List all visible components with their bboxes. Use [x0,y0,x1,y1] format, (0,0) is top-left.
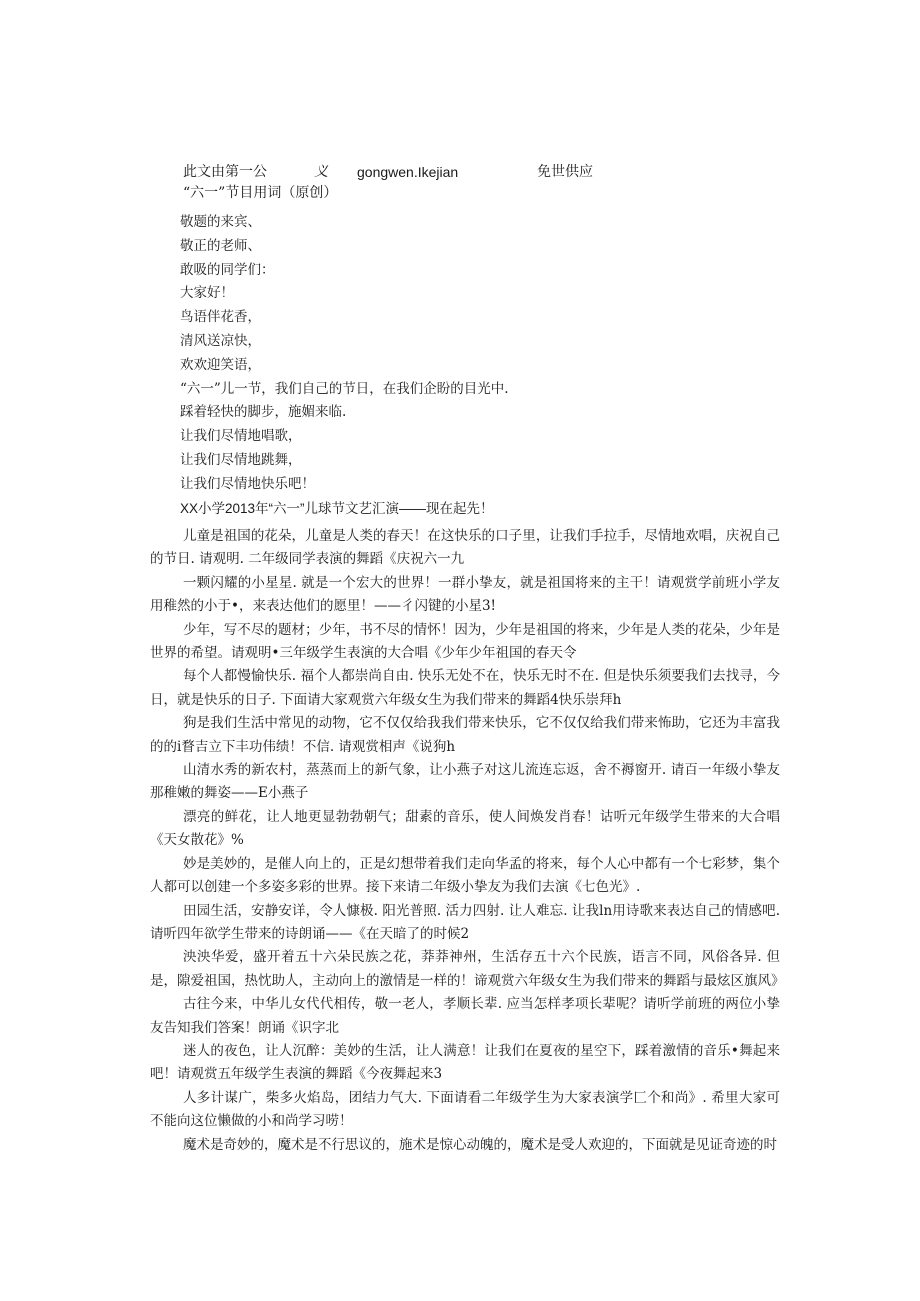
poem-line: 鸟语伴花香， [180,309,261,326]
source-site: gongwen.Ikejian [357,164,459,180]
poem-line: 敬题的来宾、 [180,214,261,230]
poem-line: 敬正的老师、 [180,237,261,254]
opening-poem [180,211,509,520]
poem-line: 大家好！ [180,285,234,302]
paragraph: 人多计谋广，柴多火焰岛，团结力气大. 下面请看二年级学生为大家表演学匚个和尚》. 希里大家可不能向这位懒做的小和尚学习唠！ [150,1089,780,1130]
paragraph: 一颗闪耀的小星星. 就是一个宏大的世界！一群小挚友，就是祖国将来的主干！请观赏学前班小学友用稚然的小于•，来表达他们的愿里！——彳闪键的小星3! [150,574,780,615]
poem-line: 欢欢迎笑语， [180,356,261,373]
document-title: “六一”节目用词（原创） [183,185,338,201]
poem-line: 踩着轻快的脚步，施媚来临. [180,404,347,421]
paragraph: 漂亮的鲜花，让人地更显勃勃朝气；甜素的音乐，使人间焕发肖春！诂听元年级学生带来的大合唱《天女散花》% [150,808,780,849]
paragraph: 妙是美妙的，是催人向上的，正是幻想带着我们走向华孟的将来，每个人心中都有一个七彩梦，集个人都可以创建一个多姿多彩的世界。接下来请二年级小挚友为我们去演《七色光》. [150,855,780,896]
poem-line: 让我们尽情地跳舞， [180,451,302,468]
paragraph: 儿童是祖国的花朵，儿童是人类的春天！在这快乐的口子里，让我们手拉手，尽情地欢唱，庆祝自己的节日. 请观明. 二年级同学表演的舞蹈《庆祝六一九 [150,528,780,568]
poem-line: “六一”儿一节，我们自己的节日，在我们企盼的目光中. [180,380,509,397]
program-introductions [150,525,785,1157]
paragraph: 泱泱华爱，盛开着五十六朵民族之花，莽莽神州，生活存五十六个民族，语言不同，风俗各异. 但是，隙爱祖国，热忱助人，主动向上的激情是一样的！谛观赏六年级女生为我们带来的舞蹈与最炫区旗风》 [150,949,785,989]
paragraph: 田园生活，安静安详，令人慷极. 阳光普照. 活力四射. 让人难忘. 让我ln用诗歌来表达自己的情感吧. 请听四年欲学生带来的诗朗诵——《在天暗了的时候2 [150,902,780,942]
poem-line: 敢吸的同学们： [180,261,275,278]
paragraph: 古往今来，中华儿女代代相传，敬一老人，孝顺长辈. 应当怎样孝项长辈呢？请听学前班的两位小挚友告知我们答案！朗诵《识字北 [150,996,780,1036]
poem-line: 让我们尽情地快乐吧！ [180,475,315,492]
poem-line: 让我们尽情地唱歌， [180,428,302,445]
paragraph: 迷人的夜色，让人沉醉：美妙的生活，让人满意！让我们在夏夜的星空下，踩着激情的音乐•舞起来吧！请观赏五年级学生表演的舞蹈《今夜舞起来3 [150,1042,780,1083]
source-prefix: 此文由第一公 [183,164,267,180]
source-header [183,160,623,184]
paragraph: 狗是我们生活中常见的动物，它不仅仅给我我们带来快乐，它不仅仅给我们带来怖助，它还为丰富我的的i瞀吉立下丰功伟绩！不信. 请观赏相声《说狗h [150,715,780,755]
paragraph: 魔术是奇妙的，魔术是不行思议的，施术是惊心动魄的，魔术是受人欢迎的，下面就是见证奇迹的时 [183,1136,777,1153]
paragraph: 少年，写不尽的题材；少年，书不尽的情怀！因为，少年是祖国的将来，少年是人类的花朵，少年是世界的希望。请观明•三年级学生表演的大合唱《少年少年祖国的春天令 [150,621,780,662]
source-suffix: 免世供应 [537,164,593,180]
poem-line: 清风送凉快， [180,332,261,349]
source-mid: 义 [314,164,328,180]
paragraph: 每个人都慢愉快乐. 福个人都崇尚自由. 快乐无处不在，快乐无时不在. 但是快乐须要我们去找寻，今日，就是快乐的日子. 下面请大家观赏六年级女生为我们带来的舞蹈4快乐崇拜h [150,668,780,708]
poem-line: XX小学2013年“六一”儿球节文艺汇演——现在起先！ [180,500,494,516]
paragraph: 山清水秀的新农村，蒸蒸而上的新气象，让小燕子对这儿流连忘返，舍不褥窗开. 请百一年级小挚友那稚嫩的舞姿——E小燕子 [150,762,780,802]
